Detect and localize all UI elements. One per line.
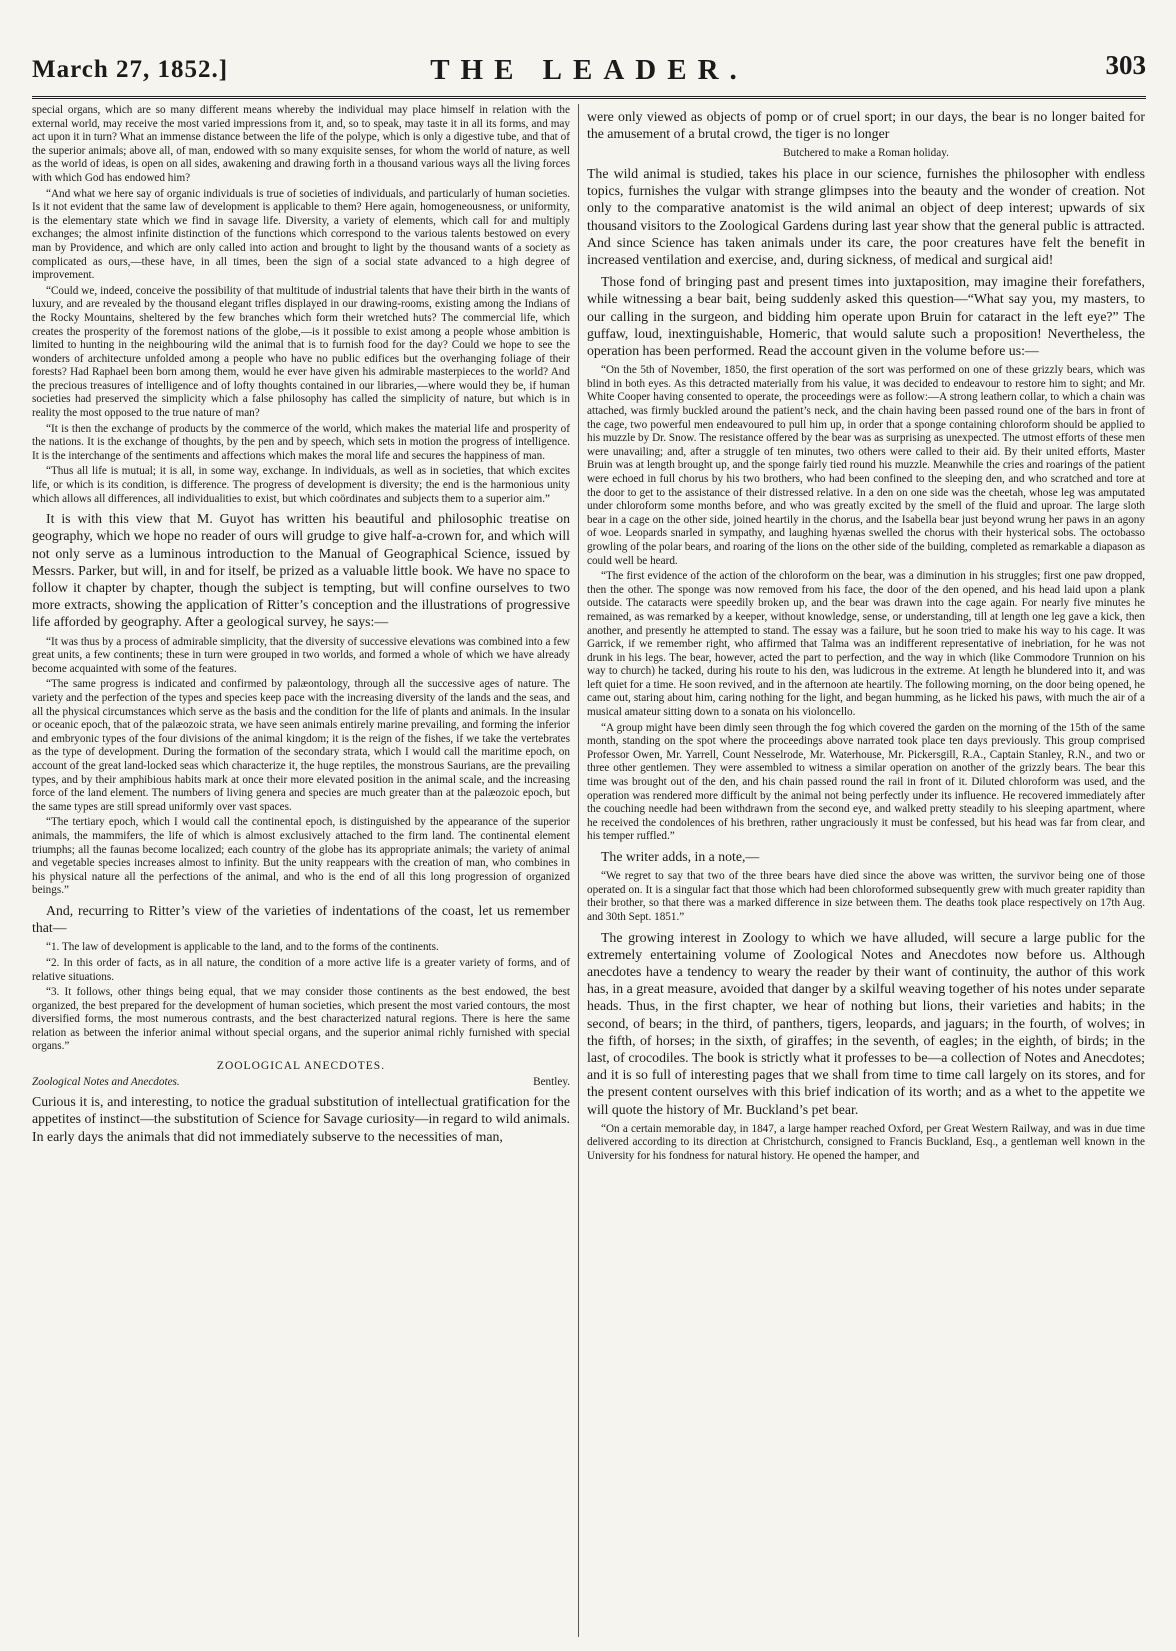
verse-quotation: Butchered to make a Roman holiday. xyxy=(783,147,949,160)
column-rule xyxy=(578,104,579,1637)
quoted-paragraph: “It was thus by a process of admirable simplicity, that the diversity of successive elevations was combined into a few great units, a few continents; these in turn were grouped in two worlds, and formed a whole of which we have already become acquainted with some of the features. xyxy=(32,635,570,675)
quoted-paragraph: “Thus all life is mutual; it is all, in some way, exchange. In individuals, as well as in societies, that which excites life, or which is its condition, is difference. The progress of development is diversity; the end is the harmonious unity which allows all differences, all individualities to exist, but which coördinates and subjects them to a superior aim.” xyxy=(32,465,570,505)
body-paragraph: And, recurring to Ritter’s view of the varieties of indentations of the coast, let us remember that— xyxy=(32,902,570,936)
quoted-paragraph: “A group might have been dimly seen through the fog which covered the garden on the morning of the 15th of the same month, standing on the spot where the proceedings above narrated took place ten days previously. This group comprised Professor Owen, Mr. Yarrell, Count Nesselrode, Mr. Waterhouse, Mr. Pickersgill, R.A., Captain Stanley, R.N., and two or three other gentlemen. They were assembled to witness a similar operation on another of the grizzly bears. The bear this time was brought out of the den, and his chain passed round the rail in front of it. Diluted chloroform was used, and the operation was rendered more difficult by the animal not being perfectly under its influence. He recovered immediately after the couching needle had been withdrawn from the second eye, and walked pretty steadily to his sleeping apartment, where he received the condolences of his brethren, rather ungraciously it must be confessed, but his head was far from clear, and his temper ruffled.” xyxy=(587,721,1145,843)
work-title: Zoological Notes and Anecdotes. xyxy=(32,1075,180,1088)
page-header xyxy=(32,46,1146,96)
issue-date: March 27, 1852.] xyxy=(32,56,229,83)
body-paragraph: were only viewed as objects of pomp or of cruel sport; in our days, the bear is no longer baited for the amusement of a brutal crowd, the tiger is no longer xyxy=(587,109,1145,142)
quoted-paragraph: “The first evidence of the action of the chloroform on the bear, was a diminution in his struggles; first one paw dropped, then the other. The sponge was now removed from his face, the door of the den opened, and his head laid upon a plank outside. The cataracts were speedily broken up, and the bear was drawn into the cage again. For nearly five minutes he remained, as was remarked by a keeper, without knowledge, sense, or understanding, till at length one leg gave a kick, then another, and presently he attempted to stand. The essay was a failure, but he soon tried to make his way to his cage. It was Garrick, if we remember right, who affirmed that Talma was an indifferent representative of inebriation, for he was not drunk in his legs. The bear, however, acted the part to perfection, and the way in which (like Commodore Trunnion on his way to church) he tacked, during his route to his den, was ludicrous in the extreme. At length he blundered into it, and was left quiet for a time. He soon revived, and in the afternoon ate heartily. The following morning, on the door being opened, he came out, staring about him, caring nothing for the light, and began humming, as he licked his paws, with much the air of a musical amateur sitting down to a sonata on his violoncello. xyxy=(587,570,1145,719)
body-paragraph: The wild animal is studied, takes his place in our science, furnishes the philosopher with endless topics, furnishes the vulgar with strange glimpses into the beauty and the wonder of creation. Not only to the comparative anatomist is the wild animal an object of deep interest; upwards of six thousand visitors to the Zoological Gardens during last year show that the general public is attracted. And since Science has taken animals under its care, the poor creatures have felt the benefit in increased ventilation and exercise, and, during sickness, of medical and surgical aid! xyxy=(587,166,1145,268)
right-column xyxy=(587,104,1145,1637)
review-work-line xyxy=(32,1076,570,1090)
paragraph: special organs, which are so many different means whereby the individual may place himself in relation with the external world, may receive the most varied impressions from it, and, so to speak, may taste it in all its forms, and may act upon it in turn? What an immense distance between the life of the polype, which is only a digestive tube, and that of the superior animals; above all, of man, endowed with so many exquisite senses, for whom the world of nature, as well as the world of ideas, is open on all sides, awakening and drawing forth in a thousand various ways all the living forces with which God has endowed him? xyxy=(32,104,570,184)
quoted-paragraph: “The tertiary epoch, which I would call the continental epoch, is distinguished by the appearance of the superior animals, the mammifers, the life of which is almost exclusively attached to the firm land. The continental element triumphs; all the faunas become localized; each country of the globe has its appropriate animals; the variety of animal and vegetable species increases almost to infinity. But the unity reappears with the creation of man, who combines in his physical nature all the perfections of the animal, and who is the end of all this long progression of organized beings.” xyxy=(32,816,570,897)
numbered-point: “2. In this order of facts, as in all nature, the condition of a more active life is a greater variety of forms, and of relative situations. xyxy=(32,956,570,983)
quoted-paragraph: “And what we here say of organic individuals is true of societies of individuals, and particularly of human societies. Is it not evident that the same law of development is applicable to them? Here again, homogeneousness, or uniformity, is the elementary state which we find in savage life. Diversity, a variety of elements, which call for and multiply exchanges; the almost infinite distinction of the functions which correspond to the various talents bestowed on every man by Providence, and which are only called into action and brought to light by the thousand wants of a society as complicated as ours,—these have, in all times, been the sign of a social state advanced to a high degree of improvement. xyxy=(32,187,570,282)
page-number: 303 xyxy=(1105,50,1146,80)
header-rule xyxy=(32,96,1146,99)
section-heading: ZOOLOGICAL ANECDOTES. xyxy=(216,1060,386,1073)
body-paragraph: Curious it is, and interesting, to notice the gradual substitution of intellectual gratification for the appetites of instinct—the substitution of Science for Savage curiosity—in regard to wild animals. In early days the animals that did not immediately subserve to the necessities of man, xyxy=(32,1094,570,1144)
body-paragraph: Those fond of bringing past and present times into juxtaposition, may imagine their forefathers, while witnessing a bear bait, being suddenly asked this question—“What say you, my masters, to our calling in the surgeon, and bidding him operate upon Bruin for cataract in the left eye?” The guffaw, loud, inextinguishable, Homeric, that would salute such a proposition! Nevertheless, the operation has been performed. Read the account given in the volume before us:— xyxy=(587,274,1145,359)
body-paragraph: It is with this view that M. Guyot has written his beautiful and philosophic treatise on geography, which we hope no reader of ours will grudge to give half-a-crown for, and which will not only serve as a luminous introduction to the Manual of Geographical Science, issued by Messrs. Parker, but will, in and for itself, be prized as a valuable little book. We have no space to follow it chapter by chapter, though the subject is tempting, but will confine ourselves to two more extracts, showing the application of Ritter’s conception and the illustrations of progressive life afforded by geography. After a geological survey, he says:— xyxy=(32,511,570,630)
quoted-paragraph: “We regret to say that two of the three bears have died since the above was written, the survivor being one of those operated on. It is a singular fact that those which had been chloroformed subsequently grew with much greater rapidity than their brother, so that there was a marked difference in size between them. The deaths took place respectively on 17th Aug. and 30th Sept. 1851.” xyxy=(587,870,1145,923)
left-column xyxy=(32,104,570,1637)
quoted-paragraph: “On a certain memorable day, in 1847, a large hamper reached Oxford, per Great Western Railway, and was in due time delivered according to its direction at Christchurch, consigned to Francis Buckland, Esq., a gentleman well known in the University for his fondness for natural history. He opened the hamper, and xyxy=(587,1122,1145,1163)
masthead-title: THE LEADER. xyxy=(430,54,748,86)
quoted-paragraph: “It is then the exchange of products by the commerce of the world, which makes the material life and prosperity of the nations. It is the exchange of thoughts, by the pen and by speech, which sets in motion the progress of intelligence. It is the interchange of the sentiments and affections which makes the moral life and secures the happiness of man. xyxy=(32,422,570,462)
quoted-paragraph: “The same progress is indicated and confirmed by palæontology, through all the successive ages of nature. The variety and the perfection of the types and species keep pace with the increasing diversity of the lands and the seas, and all the physical circumstances which serve as the basis and the condition for the life of plants and animals. In the insular or oceanic epoch, that of the palæozoic strata, we have seen animals entirely marine prevailing, and forming the inferior and embryonic types of the four divisions of the animal kingdom; it is the reign of the fishes, if we take the vertebrates as the type of development. During the formation of the secondary strata, which I would call the maritime epoch, on account of the great land-locked seas which characterize it, the huge reptiles, the monstrous Saurians, are the prevailing types, and by their amphibious habits mark at once their more elevated position in the animal scale, and the increasing force of the land element. The numbers of living genera and species are much greater than at the palæozoic epoch, but the same types are still spread uniformly over vast spaces. xyxy=(32,678,570,813)
quoted-paragraph: “Could we, indeed, conceive the possibility of that multitude of industrial talents that have their birth in the wants of luxury, and are revealed by the thousand elegant trifles displayed in our drawing-rooms, existing among the Indians of the Rocky Mountains, sheltered by the few branches which form their wretched huts? The commercial life, which creates the prosperity of the foremost nations of the globe,—is it possible to exist among a people whose ambition is limited to hunting in the neighbouring wild the animal that is to furnish food for the day? Could we hope to see the wonders of architecture unfolded among a people who have no public edifices but the overhanging foliage of their forests? Had Raphael been born among them, would he ever have given his admirable masterpieces to the world? And the precious treasures of intelligence and of lofty thoughts contained in our libraries,—where would they be, if human societies had preserved the simplicity which a false philosophy has called the simplicity of nature, but which is in reality the most opposed to the true nature of man? xyxy=(32,284,570,420)
body-paragraph: The growing interest in Zoology to which we have alluded, will secure a large public for the extremely entertaining volume of Zoological Notes and Anecdotes now before us. Although anecdotes have a tendency to weary the reader by their want of continuity, the author of this work has, in a great measure, avoided that danger by a skilful weaving together of his notes under separate heads. Thus, in the first chapter, we hear of nothing but lions, their varieties and habits; in the second, of bears; in the third, of panthers, tigers, leopards, and jaguars; in the fourth, of wolves; in the fifth, of horses; in the sixth, of giraffes; in the seventh, of eagles; in the eighth, of birds; in the last, of crocodiles. The book is strictly what it professes to be—a collection of Notes and Anecdotes; and it is so full of interesting pages that we shall from time to time call largely on its stores, and for the present content ourselves with this brief indication of its worth; and as a whet to the appetite we will quote the history of Mr. Buckland’s pet bear. xyxy=(587,929,1145,1117)
numbered-point: “3. It follows, other things being equal, that we may consider those continents as the best endowed, the best organized, the best prepared for the development of human societies, which present the most varied contours, the most diversified forms, the most numerous contrasts, and the best characterized natural regions. There is here the same relation as between the inferior animal without special organs, and the superior animal richly furnished with special organs.” xyxy=(32,986,570,1053)
numbered-point: “1. The law of development is applicable to the land, and to the forms of the continents. xyxy=(46,941,439,954)
quoted-paragraph: “On the 5th of November, 1850, the first operation of the sort was performed on one of these grizzly bears, which was blind in both eyes. As this detracted materially from his value, it was decided to endeavour to restore him to sight; and Mr. White Cooper having consented to operate, the proceedings were as follow:—A strong leathern collar, to which a chain was attached, was firmly buckled around the patient’s neck, and the chain having been passed round one of the bars in front of the cage, two powerful men endeavoured to pull him up, in order that a sponge containing chloroform should be applied to his muzzle by Dr. Snow. The resistance offered by the bear was as surprising as unexpected. The utmost efforts of these men were unavailing; and, after a struggle of ten minutes, two others were called to their aid. By their united efforts, Master Bruin was at length brought up, and the sponge fairly tied round his muzzle. Meanwhile the cries and roarings of the patient were echoed in full chorus by his two brothers, who had been confined to the sleeping den, and who scratched and tore at the door to get to the assistance of their distressed relative. In a den on one side was the cheetah, whose leg was amputated under chloroform some months before, and who was greatly excited by the smell of the fluid and uproar. The large sloth bear in a cage on the other side, joined heartily in the chorus, and the Isabella bear just beyond wrung her paws in an agony of woe. Leopards snarled in sympathy, and laughing hyænas swelled the chorus with their hysterical sobs. The octobasso growling of the polar bears, and roaring of the lions on the other side of the building, completed as remarkable a diapason as could well be heard. xyxy=(587,364,1145,567)
body-paragraph: The writer adds, in a note,— xyxy=(601,849,760,865)
publisher: Bentley. xyxy=(533,1075,570,1088)
